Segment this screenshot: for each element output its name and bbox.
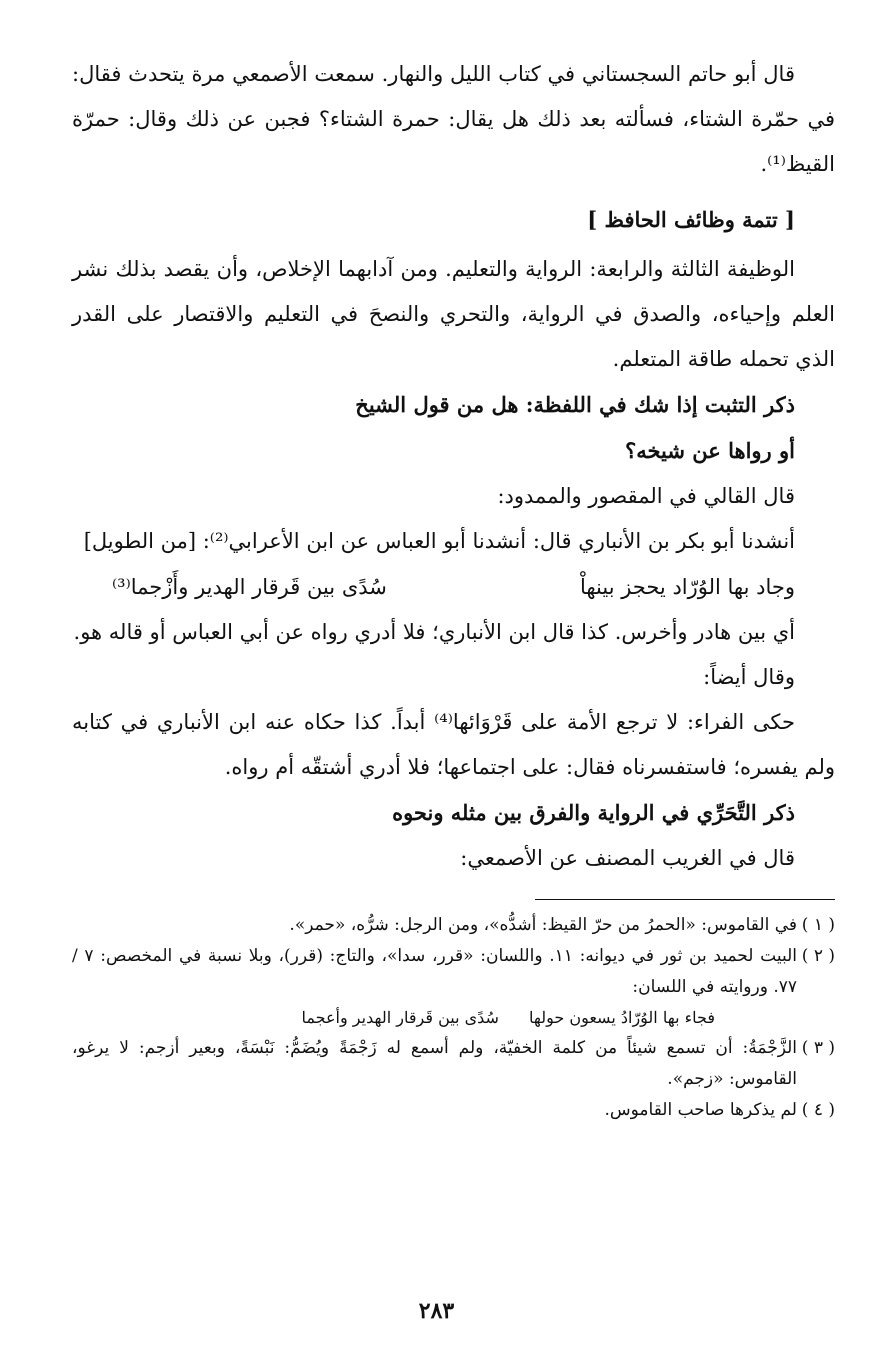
footnote-2 bbox=[72, 941, 835, 1003]
paragraph-3: قال القالي في المقصور والممدود: bbox=[497, 484, 795, 508]
footnote-text: لم يذكرها صاحب القاموس. bbox=[604, 1100, 797, 1120]
heading-1-line-2: أو رواها عن شيخه؟ bbox=[625, 438, 795, 463]
paragraph-4: أنشدنا أبو بكر بن الأنباري قال: أنشدنا أبو العباس عن ابن الأعرابي⁽²⁾: [من الطويل] bbox=[83, 529, 795, 553]
page-body bbox=[72, 52, 835, 1371]
section-title: [ تتمة وظائف الحافظ ] bbox=[587, 207, 795, 232]
paragraph-1: قال أبو حاتم السجستاني في كتاب الليل والنهار. سمعت الأصمعي مرة يتحدث فقال: في حمّرة الشتاء، فسألته بعد ذلك هل يقال: حمرة الشتاء؟ فجبن عن ذلك وقال: حمرّة القيظ⁽¹⁾. bbox=[72, 62, 835, 176]
footnote-divider bbox=[535, 899, 835, 900]
footnote-text: في القاموس: «الحمرُ من حرّ القيظ: أشدُّه»، ومن الرجل: شرُّه، «حمر». bbox=[289, 915, 797, 935]
footnote-number: ( ٣ ) bbox=[801, 1038, 835, 1058]
paragraph-2: الوظيفة الثالثة والرابعة: الرواية والتعليم. ومن آدابهما الإخلاص، وأن يقصد بذلك نشر العلم وإحياءه، والصدق في الرواية، والتحري والنصحَ في التعليم والاقتصار على القدر الذي تحمله طاقة المتعلم. bbox=[72, 257, 835, 371]
paragraph-7: حكى الفراء: لا ترجع الأمة على قَرْوَائها⁽⁴⁾ أبداً. كذا حكاه عنه ابن الأنباري في كتابه ولم يفسره؛ فاستفسرناه فقال: على اجتماعها؛ فلا أدري أشتقّه أم رواه. bbox=[72, 710, 835, 779]
verse-second-hemistich: سُدًى بين قَرقار الهدير وأَزْجما⁽³⁾ bbox=[112, 575, 387, 599]
footnote-1 bbox=[72, 910, 835, 941]
footnote-text: الزَّجْمَةُ: أن تسمع شيئاً من كلمة الخفيّة، ولم أسمع له زَجْمَةً ويُضَمُّ: نَبْسَةً، وبعير أزجم: لا يرغو، القاموس: «زجم». bbox=[72, 1038, 797, 1089]
paragraph-5: أي بين هادر وأخرس. كذا قال ابن الأنباري؛ فلا أدري رواه عن أبي العباس أو قاله هو. bbox=[73, 620, 795, 644]
footnote-number: ( ١ ) bbox=[801, 915, 835, 935]
footnote-verse bbox=[72, 1003, 835, 1033]
verse bbox=[72, 564, 835, 610]
heading-2: ذكر التَّحَرِّي في الرواية والفرق بين مثله ونحوه bbox=[392, 800, 795, 825]
verse-first-hemistich: وجاد بها الوُرّاد يحجز بينهاْ bbox=[579, 575, 795, 599]
heading-1-line-1: ذكر التثبت إذا شك في اللفظة: هل من قول الشيخ bbox=[355, 392, 795, 417]
footnote-number: ( ٢ ) bbox=[801, 946, 835, 966]
footnote-3 bbox=[72, 1033, 835, 1095]
paragraph-6: وقال أيضاً: bbox=[703, 665, 795, 689]
footnote-verse-first: فجاء بها الوُرّادُ يسعون حولها bbox=[528, 1008, 715, 1027]
footnote-verse-second: سُدًى بين قَرقار الهدير وأعجما bbox=[301, 1008, 499, 1027]
paragraph-8: قال في الغريب المصنف عن الأصمعي: bbox=[460, 846, 795, 870]
footnote-number: ( ٤ ) bbox=[801, 1100, 835, 1120]
footnote-text: البيت لحميد بن ثور في ديوانه: ١١. واللسان: «قرر، سدا»، والتاج: (قرر)، وبلا نسبة في المخصص: ٧ / ٧٧. وروايته في اللسان: bbox=[72, 946, 797, 997]
page-number: ٢٨٣ bbox=[418, 1298, 455, 1324]
footnote-4 bbox=[72, 1095, 835, 1126]
